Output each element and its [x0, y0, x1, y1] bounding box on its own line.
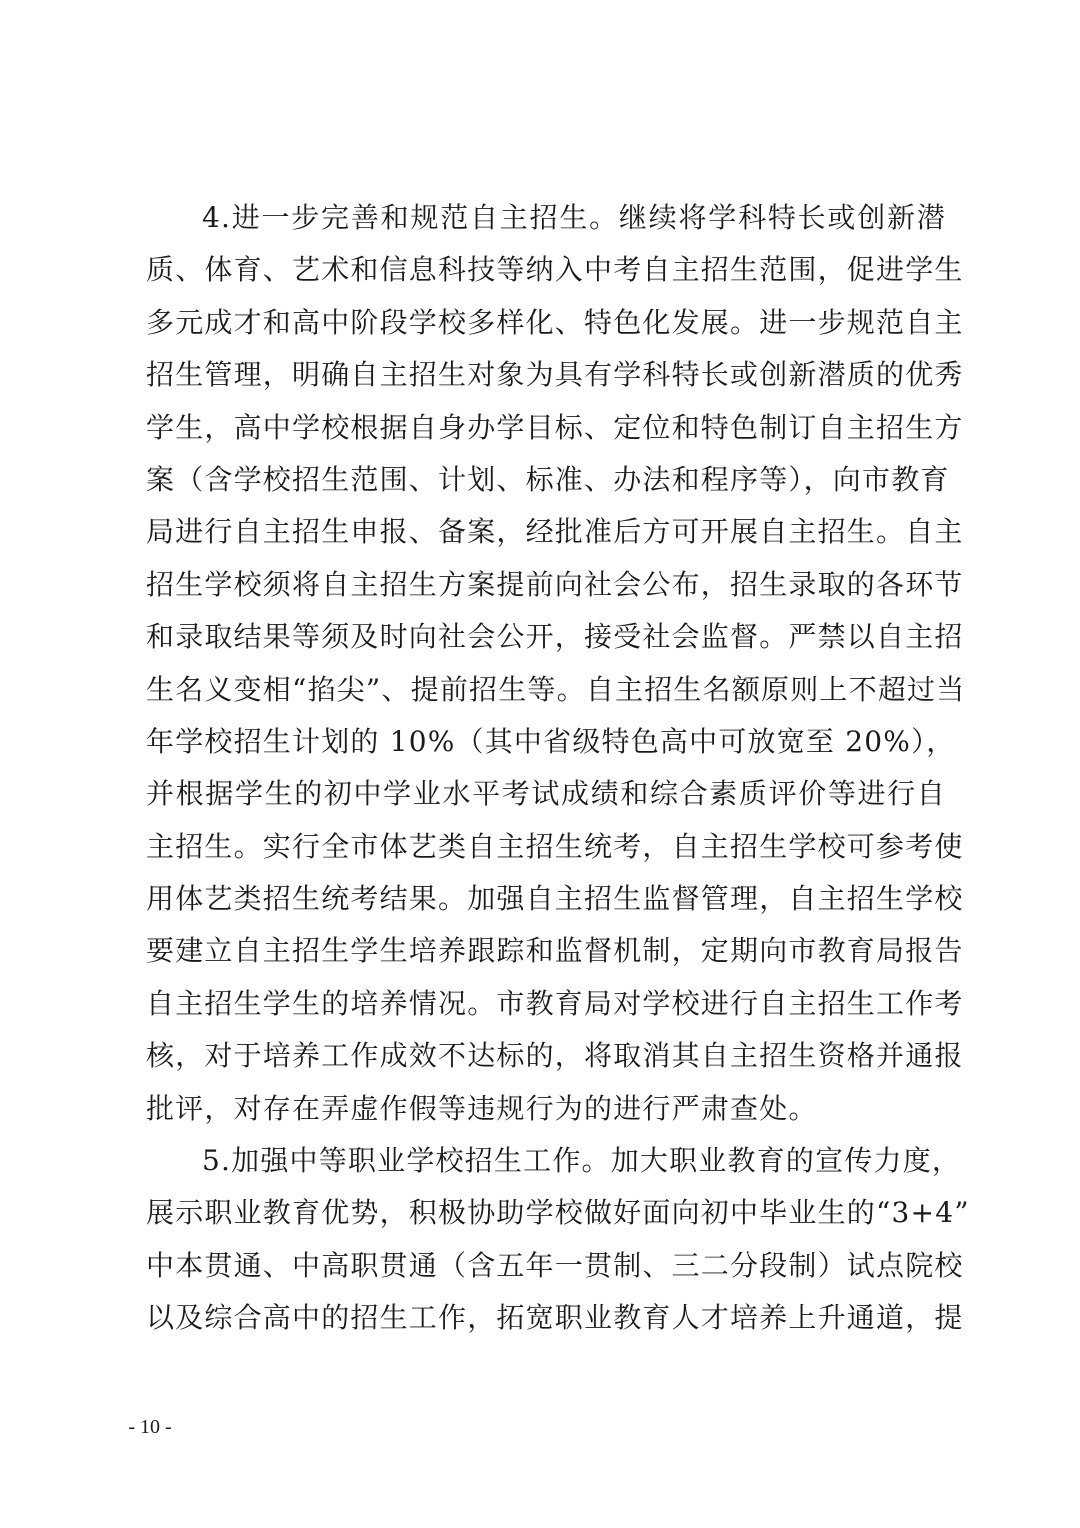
text-line: 自主招生学生的培养情况。市教育局对学校进行自主招生工作考	[146, 986, 964, 1020]
text-line: 案（含学校招生范围、计划、标准、办法和程序等），向市教育	[146, 462, 950, 496]
paragraph-4-heading-line: 4.进一步完善和规范自主招生。继续将学科特长或创新潜	[202, 201, 946, 234]
text-line: 学生，高中学校根据自身办学目标、定位和特色制订自主招生方	[146, 410, 964, 444]
text-line: 要建立自主招生学生培养跟踪和监督机制，定期向市教育局报告	[146, 934, 964, 968]
text-line: 年学校招生计划的 10%（其中省级特色高中可放宽至 20%），	[146, 724, 956, 758]
text-line: 招生学校须将自主招生方案提前向社会公布，招生录取的各环节	[146, 567, 964, 601]
text-line: 和录取结果等须及时向社会公开，接受社会监督。严禁以自主招	[146, 620, 964, 654]
text-line: 核，对于培养工作成效不达标的，将取消其自主招生资格并通报	[146, 1039, 964, 1073]
page-number: - 10 -	[128, 1416, 172, 1438]
paragraph-5-heading-line: 5.加强中等职业学校招生工作。加大职业教育的宣传力度，	[202, 1144, 962, 1178]
text-line: 招生管理，明确自主招生对象为具有学科特长或创新潜质的优秀	[146, 358, 964, 392]
body-text	[146, 192, 970, 1345]
text-line: 生名义变相“掐尖”、提前招生等。自主招生名额原则上不超过当	[146, 672, 966, 706]
text-line: 并根据学生的初中学业水平考试成绩和综合素质评价等进行自	[146, 777, 946, 811]
text-line: 展示职业教育优势，积极协助学校做好面向初中毕业生的“3+4”	[146, 1196, 970, 1230]
text-line: 中本贯通、中高职贯通（含五年一贯制、三二分段制）试点院校	[146, 1248, 964, 1282]
text-line: 用体艺类招生统考结果。加强自主招生监督管理，自主招生学校	[146, 882, 964, 916]
text-line: 主招生。实行全市体艺类自主招生统考，自主招生学校可参考使	[146, 829, 964, 863]
text-line: 局进行自主招生申报、备案，经批准后方可开展自主招生。自主	[146, 515, 964, 549]
text-line: 以及综合高中的招生工作，拓宽职业教育人才培养上升通道，提	[146, 1301, 964, 1335]
paragraph-4-last-line: 批评，对存在弄虚作假等违规行为的进行严肃查处。	[146, 1091, 818, 1125]
text-line: 多元成才和高中阶段学校多样化、特色化发展。进一步规范自主	[146, 305, 964, 339]
text-line: 质、体育、艺术和信息科技等纳入中考自主招生范围，促进学生	[146, 253, 964, 287]
